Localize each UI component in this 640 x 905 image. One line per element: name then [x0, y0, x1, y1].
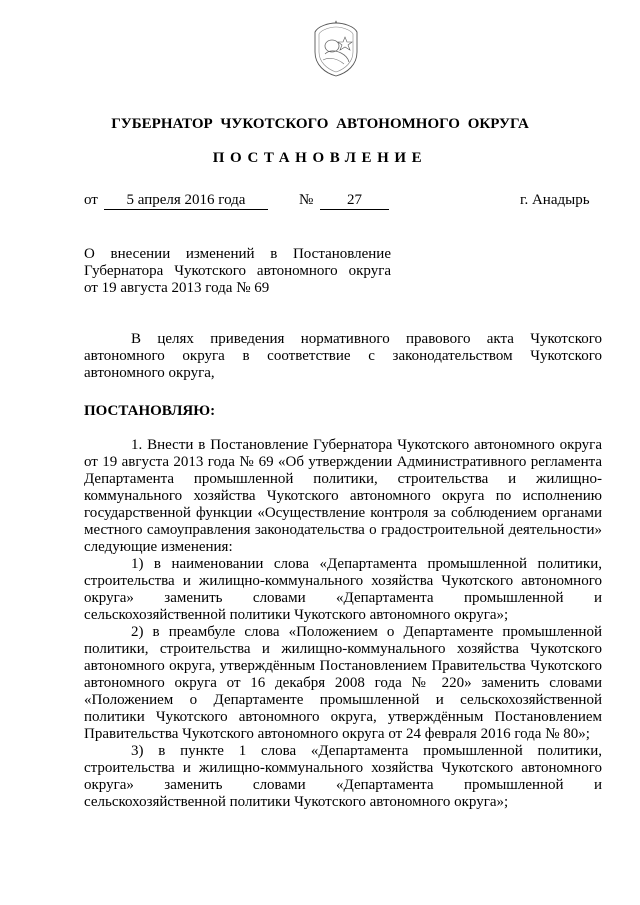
number-label: №	[299, 192, 314, 208]
document-number: 27	[320, 192, 389, 210]
document-date: 5 апреля 2016 года	[104, 192, 268, 210]
body-paragraph: 1. Внести в Постановление Губернатора Чукотского автономного округа от 19 августа 2013 года № 69 «Об утверждении Административного регламента Департамента промышленной политики, строительства и жилищно-коммунального хозяйства Чукотского автономного округа по исполнению государственной функции «Осуществление контроля за соблюдением органами местного самоуправления законодательства о градостроительной деятельности» следующие изменения:	[84, 437, 602, 555]
body-paragraph: 1) в наименовании слова «Департамента промышленной политики, строительства и жилищно-коммунального хозяйства Чукотского автономного округа» заменить словами «Департамента промышленной и сельскохозяйственной политики Чукотского автономного округа»;	[84, 556, 602, 623]
date-prefix: от	[84, 192, 98, 208]
preamble-block	[84, 331, 602, 382]
document-body	[84, 437, 602, 811]
document-subject	[84, 246, 391, 297]
preamble-paragraph: В целях приведения нормативного правового акта Чукотского автономного округа в соответствие с законодательством Чукотского автономного округа,	[84, 331, 602, 381]
coat-of-arms-emblem	[311, 20, 361, 78]
subject-line: О внесении изменений в Постановление	[84, 246, 391, 262]
body-paragraph: 3) в пункте 1 слова «Департамента промышленной политики, строительства и жилищно-коммунального хозяйства Чукотского автономного округа» заменить словами «Департамента промышленной и сельскохозяйственной политики Чукотского автономного округа»;	[84, 743, 602, 810]
document-type-title: ПОСТАНОВЛЕНИЕ	[212, 150, 428, 166]
subject-line: от 19 августа 2013 года № 69	[84, 280, 270, 296]
issuer-title: ГУБЕРНАТОР ЧУКОТСКОГО АВТОНОМНОГО ОКРУГА	[111, 116, 529, 132]
subject-line: Губернатора Чукотского автономного округа	[84, 263, 391, 279]
decree-heading: ПОСТАНОВЛЯЮ:	[84, 403, 216, 419]
city-label: г. Анадырь	[520, 192, 590, 208]
body-paragraph: 2) в преамбуле слова «Положением о Департаменте промышленной политики, строительства и жилищно-коммунального хозяйства Чукотского автономного округа, утверждённым Постановлением Правительства Чукотского автономного округа от 16 декабря 2008 года № 220» заменить словами «Положением о Департаменте промышленной и сельскохозяйственной политики Чукотского автономного округа, утверждённым Постановлением Правительства Чукотского автономного округа от 24 февраля 2016 года № 80»;	[84, 624, 602, 742]
